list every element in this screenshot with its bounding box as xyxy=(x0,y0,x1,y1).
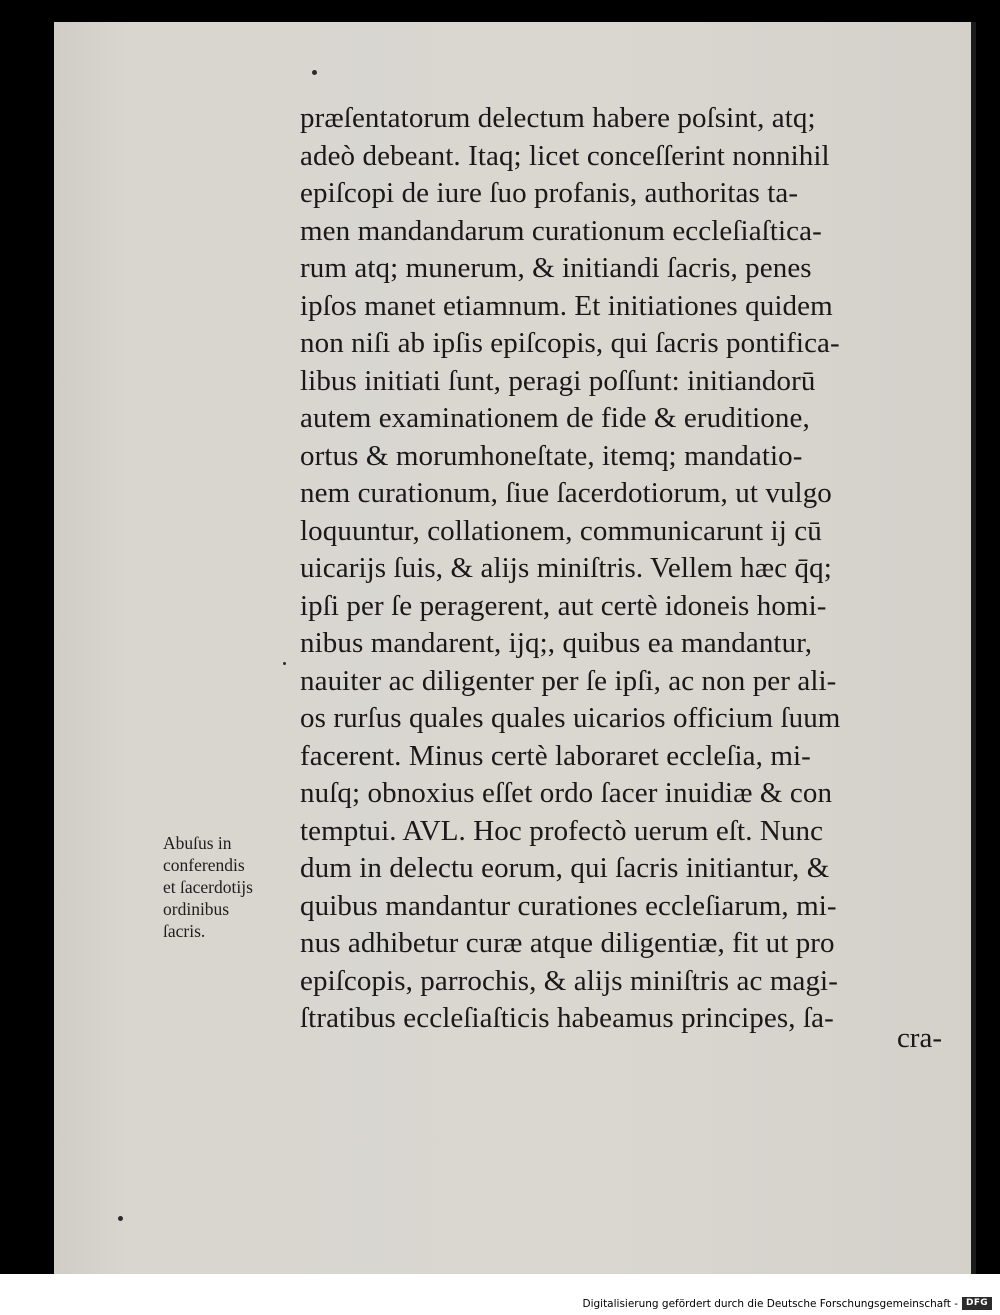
ink-speck xyxy=(283,662,286,665)
text-line: autem examinationem de fide & eruditione, xyxy=(300,402,810,434)
text-line: libus initiati ſunt, peragi poſſunt: initiandorū xyxy=(300,364,816,397)
marginal-note-line: Abuſus in xyxy=(163,833,232,853)
marginal-note xyxy=(163,832,303,942)
marginal-note-line: ordinibus xyxy=(163,899,230,919)
text-line: temptui. AVL. Hoc profectò uerum eſt. Nunc xyxy=(300,814,824,847)
body-text xyxy=(300,100,952,1038)
text-line: ipſos manet etiamnum. Et initiationes quidem xyxy=(300,289,833,322)
text-line: epiſcopis, parrochis, & alijs miniſtris ac magi- xyxy=(300,964,838,997)
text-line: men mandandarum curationum eccleſiaſtica- xyxy=(300,214,822,247)
marginal-note-line: ſacris. xyxy=(163,921,206,941)
text-line: ſtratibus eccleſiaſticis habeamus principes, ſa- xyxy=(300,1002,834,1034)
marginal-note-line: et ſacerdotijs xyxy=(163,877,253,897)
text-line: ortus & morumhoneſtate, itemq; mandatio- xyxy=(300,439,803,472)
text-line: os rurſus quales quales uicarios officium ſuum xyxy=(300,702,841,734)
text-line: loquuntur, collationem, communicarunt ij cū xyxy=(300,514,822,547)
text-line: præſentatorum delectum habere poſsint, atq; xyxy=(300,102,816,134)
text-line: rum atq; munerum, & initiandi ſacris, penes xyxy=(300,252,812,284)
page-edge-shadow xyxy=(971,22,976,1274)
text-line: ipſi per ſe peragerent, aut certè idoneis homi- xyxy=(300,589,827,622)
text-line: non niſi ab ipſis epiſcopis, qui ſacris pontifica- xyxy=(300,327,840,359)
text-line: nibus mandarent, ijq;, quibus ea mandantur, xyxy=(300,627,813,659)
ink-speck xyxy=(118,1216,123,1221)
catchword: cra- xyxy=(896,1022,942,1054)
text-line: nauiter ac diligenter per ſe ipſi, ac non per ali- xyxy=(300,664,837,697)
text-line: uicarijs ſuis, & alijs miniſtris. Vellem hæc q̄q; xyxy=(300,552,832,584)
text-line: nuſq; obnoxius eſſet ordo ſacer inuidiæ & con xyxy=(300,777,833,809)
text-line: epiſcopi de iure ſuo profanis, authoritas ta- xyxy=(300,177,799,209)
dfg-logo-icon: DFG xyxy=(962,1297,992,1310)
funding-credit: Digitalisierung gefördert durch die Deutsche Forschungsgemeinschaft - xyxy=(582,1298,958,1310)
ink-speck xyxy=(312,70,317,75)
text-line: dum in delectu eorum, qui ſacris initiantur, & xyxy=(300,852,830,884)
marginal-note-line: conferendis xyxy=(163,855,245,875)
text-line: nus adhibetur curæ atque diligentiæ, fit ut pro xyxy=(300,927,835,959)
text-line: nem curationum, ſiue ſacerdotiorum, ut vulgo xyxy=(300,477,832,509)
footer-bar xyxy=(0,1274,1000,1315)
text-line: quibus mandantur curationes eccleſiarum, mi- xyxy=(300,889,837,922)
text-line: adeò debeant. Itaq; licet conceſſerint nonnihil xyxy=(300,139,830,172)
text-line: facerent. Minus certè laboraret eccleſia, mi- xyxy=(300,739,811,772)
